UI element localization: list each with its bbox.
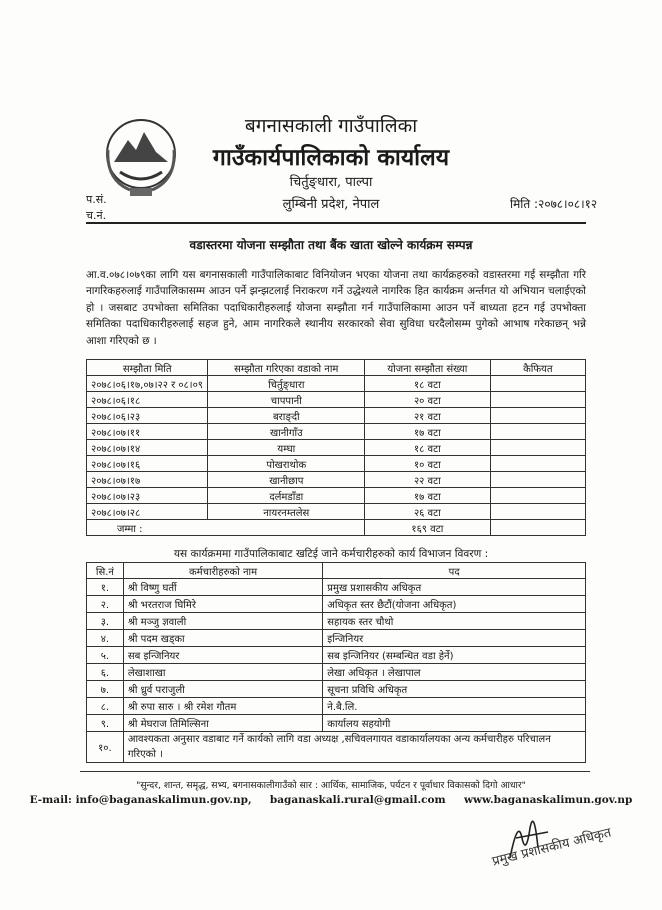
org-name: बगनासकाली गाउँपालिका (244, 115, 418, 137)
ref-label: प.सं. (86, 193, 107, 206)
table-cell (490, 504, 585, 520)
total-row (87, 520, 586, 536)
table-cell: ५. (87, 647, 124, 664)
table-cell: खानीछाप (208, 472, 365, 488)
table-cell: १८ वटा (365, 440, 491, 456)
table-cell: अधिकृत स्तर छैटौं(योजना अधिकृत) (323, 596, 586, 613)
table-cell (490, 408, 585, 424)
table-cell: सूचना प्रविधि अधिकृत (323, 681, 586, 698)
table-cell: २० वटा (365, 392, 491, 408)
table-cell: ३. (87, 613, 124, 630)
table-cell: २०७८।०६।२३ (87, 408, 208, 424)
col-header: सि.नं (87, 563, 124, 579)
table-cell: २६ वटा (365, 504, 491, 520)
office-name: गाउँकार्यपालिकाको कार्यालय (212, 144, 450, 171)
col-header: कर्मचारीहरुको नाम (123, 563, 322, 579)
table-cell: २०७८।०७।२३ (87, 488, 208, 504)
email-link[interactable]: E-mail: info@baganaskalimun.gov.np, (29, 794, 252, 806)
table-cell: १० वटा (365, 456, 491, 472)
col-header: योजना सम्झौता संख्या (365, 360, 491, 376)
table-cell: प्रमुख प्रशासकीय अधिकृत (323, 579, 586, 596)
table-row (87, 392, 586, 408)
table-cell: श्री रुपा सारु । श्री रमेश गौतम (123, 698, 322, 715)
table-cell: श्री मेघराज तिमिल्सिना (123, 715, 322, 732)
total-label: जम्मा : (87, 520, 365, 536)
footer-contact (0, 794, 662, 806)
table-cell: चापपानी (208, 392, 365, 408)
table-cell: १०. (87, 732, 124, 763)
table-cell: खानीगाँउ (208, 424, 365, 440)
table-cell: सहायक स्तर चौथो (323, 613, 586, 630)
staff-table (86, 562, 586, 763)
table-row (87, 613, 586, 630)
table-cell: २०७८।०७।१७ (87, 472, 208, 488)
agreement-table (86, 359, 586, 536)
col-header: सम्झौता गरिएका वडाको नाम (208, 360, 365, 376)
col-header: कैफियत (490, 360, 585, 376)
table-row (87, 376, 586, 392)
staff-table-title: यस कार्यक्रममा गाउँपालिकाबाट खटिई जाने कर्मचारीहरुको कार्य विभाजन विवरण : (173, 548, 489, 560)
chalan-label: च.नं. (86, 209, 107, 222)
table-cell: इन्जिनियर (323, 630, 586, 647)
table-row (87, 596, 586, 613)
total-remarks (490, 520, 585, 536)
table-cell: सब इन्जिनियर (123, 647, 322, 664)
table-cell: २२ वटा (365, 472, 491, 488)
table-cell: ६. (87, 664, 124, 681)
table-row (87, 504, 586, 520)
table-cell: दर्लमडाँडा (208, 488, 365, 504)
table-row (87, 630, 586, 647)
table-cell: यम्घा (208, 440, 365, 456)
table-cell (490, 488, 585, 504)
table-cell: चिर्तुङ्धारा (208, 376, 365, 392)
table-header-row (87, 360, 586, 376)
col-header: पद (323, 563, 586, 579)
table-cell: पोखराथोक (208, 456, 365, 472)
table-row (87, 440, 586, 456)
website-link[interactable]: www.baganaskalimun.gov.np (463, 794, 633, 806)
table-cell: आवश्यकता अनुसार वडाबाट गर्ने कार्यको लागि वडा अध्यक्ष ,सचिवलगायत वडाकार्यालयका अन्य कर्मचारीहरु परिचालन गरिएको । (123, 732, 585, 763)
table-cell: ७. (87, 681, 124, 698)
table-row (87, 424, 586, 440)
table-header-row (87, 563, 586, 579)
table-cell: ने.बै.लि. (323, 698, 586, 715)
table-cell: १. (87, 579, 124, 596)
table-row (87, 715, 586, 732)
table-row (87, 681, 586, 698)
address-line-1: चिर्तुङ्धारा, पाल्पा (289, 175, 373, 190)
table-cell: १८ वटा (365, 376, 491, 392)
address-line-2: लुम्बिनी प्रदेश, नेपाल (282, 197, 380, 212)
body-paragraph: आ.व.०७८।०७९का लागि यस बगनासकाली गाउँपालिकाबाट विनियोजन भएका योजना तथा कार्यक्रहरुको वडास्तरमा गई सम्झौता गरि नागरिकहरुलाई गाउँपालिकासम्म आउन पर्ने झन्झटलाई निराकरण गर्ने उद्धेश्यले नागरिक हित कार्यक्रम अर्न्तगत यो अभियान चलाईएको हो । जसबाट उपभोक्ता समितिका पदाधिकारीहरुलाई योजना सम्झौता गर्न गाउँपालिकामा आउन पर्ने बाध्यता हटन गई उपभोक्ता समितिका पदाधिकारीहरुलाई सहज हुने, आम नागरिकले स्थानीय सरकारको सेवा सुविधा घरदैलोसम्म पुगेको आभाष गरेकाछन् भन्ने आशा गरिएको छ । (86, 269, 586, 347)
table-cell: ८. (87, 698, 124, 715)
table-cell: श्री भरतराज घिमिरे (123, 596, 322, 613)
total-value: १६९ वटा (365, 520, 491, 536)
table-row (87, 647, 586, 664)
table-row (87, 579, 586, 596)
table-cell: लेखाशाखा (123, 664, 322, 681)
table-cell (490, 424, 585, 440)
table-cell (490, 376, 585, 392)
table-cell (490, 392, 585, 408)
table-cell: २०७८।०७।१४ (87, 440, 208, 456)
table-cell: २०७८।०६।१७,०७।२२ र ०८।०९ (87, 376, 208, 392)
table-row (87, 408, 586, 424)
table-row (87, 698, 586, 715)
table-cell: कार्यालय सहयोगी (323, 715, 586, 732)
header-divider (86, 222, 586, 224)
col-header: सम्झौता मिति (87, 360, 208, 376)
footer-divider (80, 771, 590, 772)
table-cell: श्री मञ्जु ज्ञवाली (123, 613, 322, 630)
table-cell: ९. (87, 715, 124, 732)
signature-title: प्रमुख प्रशासकीय अधिकृत (490, 825, 613, 870)
table-cell: बराङ्दी (208, 408, 365, 424)
table-row (87, 664, 586, 681)
table-cell: लेखा अधिकृत । लेखापाल (323, 664, 586, 681)
table-cell: सब इन्जिनियर (सम्बन्धित वडा हेर्ने) (323, 647, 586, 664)
table-cell: २१ वटा (365, 408, 491, 424)
table-cell (490, 472, 585, 488)
letter-subject: वडास्तरमा योजना सम्झौता तथा बैंक खाता खोल्ने कार्यक्रम सम्पन्न (189, 238, 473, 252)
table-cell: २०७८।०६।१८ (87, 392, 208, 408)
email-link-2[interactable]: baganaskali.rural@gmail.com (269, 794, 446, 806)
table-row (87, 488, 586, 504)
table-cell: २०७८।०७।१६ (87, 456, 208, 472)
table-cell: १७ वटा (365, 488, 491, 504)
table-cell (490, 440, 585, 456)
table-row (87, 472, 586, 488)
table-cell: १७ वटा (365, 424, 491, 440)
table-cell: श्री विष्णु घर्ती (123, 579, 322, 596)
table-cell: श्री ध्रुर्व पराजुली (123, 681, 322, 698)
table-row (87, 732, 586, 763)
table-cell: २०७८।०७।२८ (87, 504, 208, 520)
table-cell: श्री पदम खड्का (123, 630, 322, 647)
table-cell: २०७८।०७।११ (87, 424, 208, 440)
table-cell (490, 456, 585, 472)
table-row (87, 456, 586, 472)
letter-date: मिति :२०७८।०८।१२ (510, 197, 598, 211)
table-cell: ४. (87, 630, 124, 647)
table-cell: नायरनम्तलेस (208, 504, 365, 520)
footer-motto: "सुन्दर, शान्त, समृद्ध, सभ्य, बगनासकालीगाउँको सार : आर्थिक, सामाजिक, पर्यटन र पूर्वाधार विकासको दिगो आधार" (136, 780, 526, 791)
table-cell: २. (87, 596, 124, 613)
